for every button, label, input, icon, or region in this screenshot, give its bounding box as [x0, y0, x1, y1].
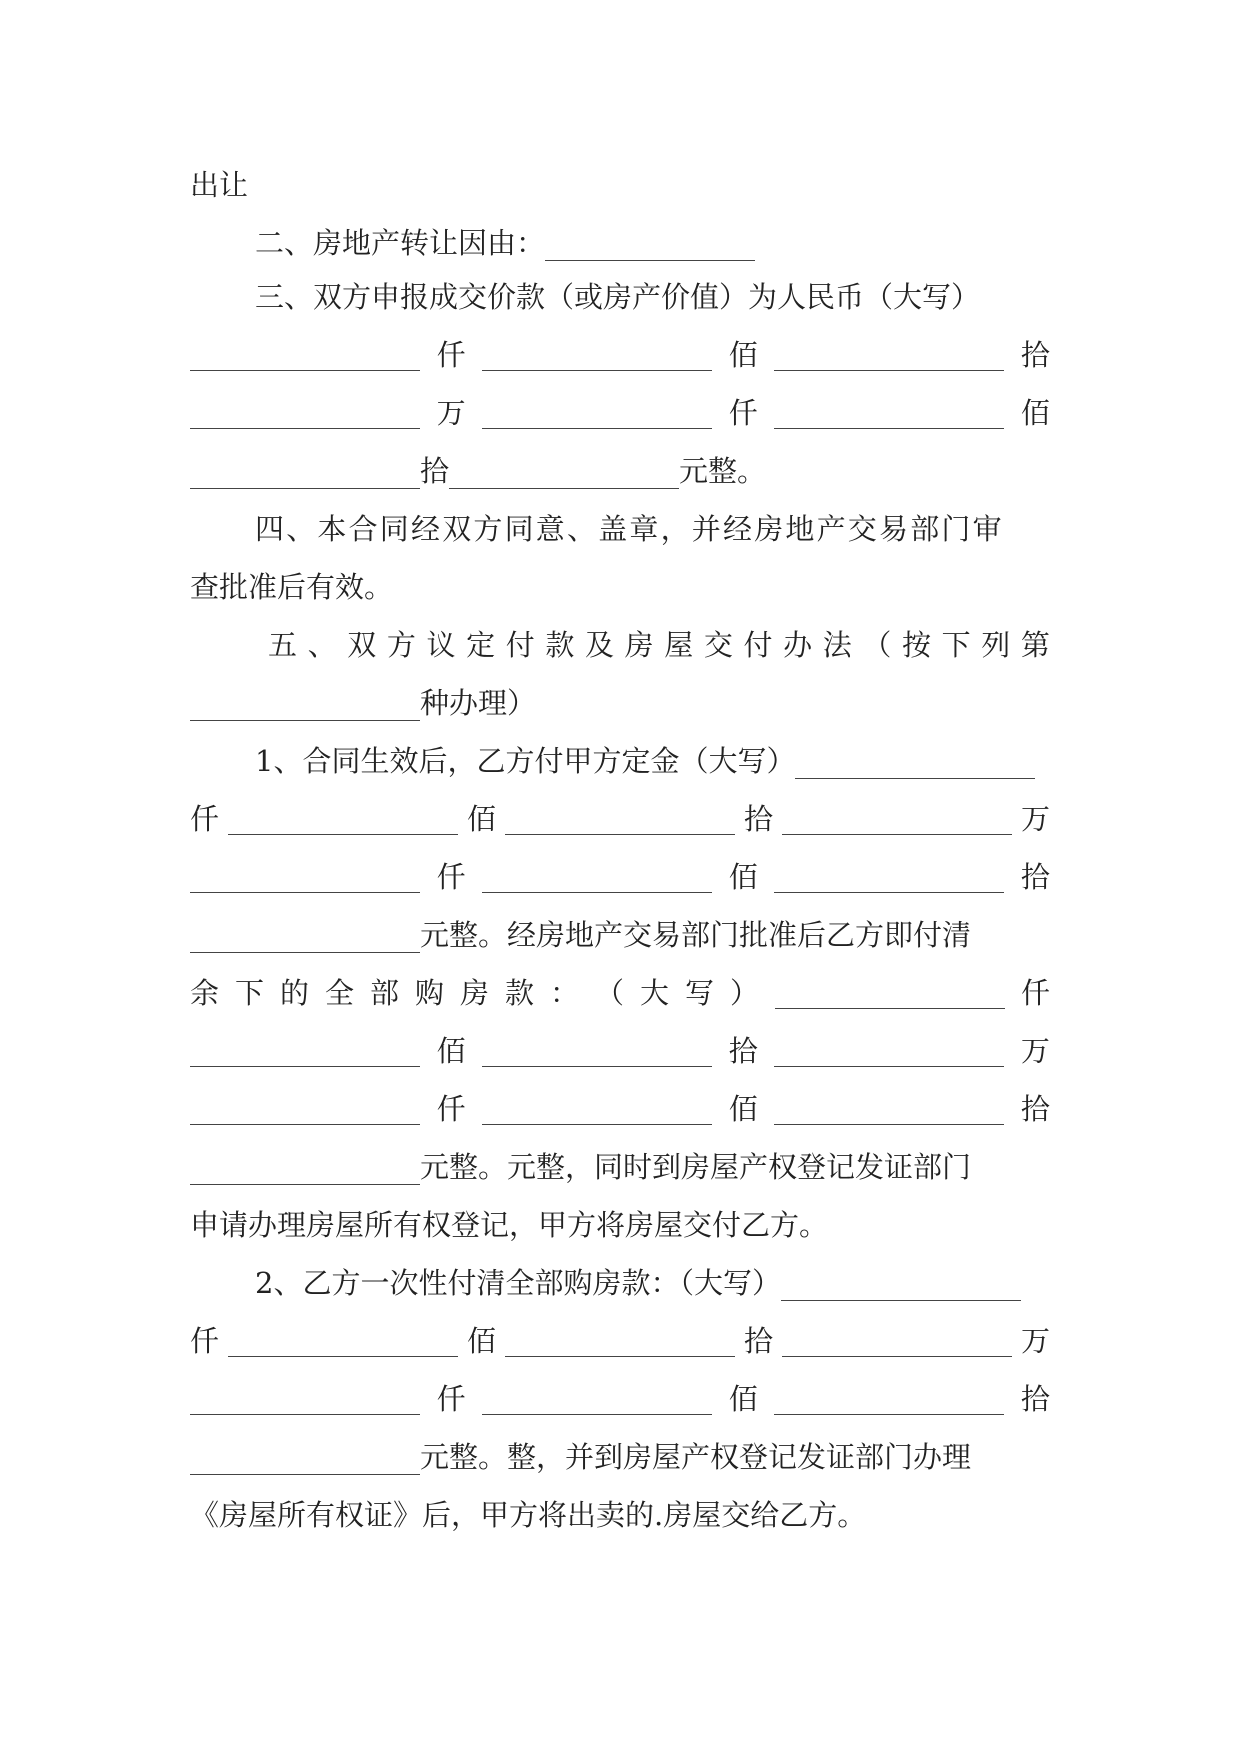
- amount-line: [190, 1312, 1050, 1370]
- blank-field[interactable]: [190, 458, 420, 489]
- char: 付: [743, 628, 773, 662]
- blank-field[interactable]: [505, 804, 735, 835]
- unit-label: 仟: [190, 1324, 220, 1358]
- blank-field[interactable]: [545, 230, 755, 261]
- amount-line: [190, 1022, 1050, 1080]
- char: 房: [460, 976, 490, 1010]
- text-segment: 二、房地产转让因由：: [255, 226, 546, 260]
- unit-label: 万: [1020, 802, 1050, 836]
- clause-3: [255, 268, 1115, 326]
- blank-field[interactable]: [505, 1326, 735, 1357]
- char: 交: [703, 628, 733, 662]
- text-segment: 2、乙方一次性付清全部购房款：（大写）: [255, 1266, 781, 1300]
- blank-field[interactable]: [190, 690, 420, 721]
- blank-field[interactable]: [190, 1444, 420, 1475]
- blank-field[interactable]: [781, 1270, 1021, 1301]
- text-line: [190, 558, 1050, 616]
- char: （: [862, 628, 892, 662]
- char: 大: [640, 976, 670, 1010]
- blank-field[interactable]: [782, 1326, 1012, 1357]
- blank-field[interactable]: [190, 398, 420, 429]
- text-line: [190, 1196, 1050, 1254]
- blank-field[interactable]: [449, 458, 679, 489]
- char: 及: [585, 628, 615, 662]
- blank-field[interactable]: [775, 978, 1005, 1009]
- blank-field[interactable]: [190, 922, 420, 953]
- unit-label: 佰: [466, 1324, 496, 1358]
- clause-4: [255, 500, 1115, 558]
- char: 的: [280, 976, 310, 1010]
- unit-label: 拾: [420, 454, 450, 488]
- char: 余: [190, 976, 220, 1010]
- blank-field[interactable]: [190, 1036, 420, 1067]
- text-segment: 元整。元整，同时到房屋产权登记发证部门: [420, 1150, 972, 1184]
- text-segment: 《房屋所有权证》后，甲方将出卖的.房屋交给乙方。: [190, 1498, 867, 1532]
- unit-label: 拾: [1020, 860, 1050, 894]
- unit-label: 仟: [1020, 976, 1050, 1010]
- char: 五: [268, 628, 298, 662]
- item-2: [255, 1254, 1115, 1312]
- char: ：: [550, 976, 580, 1010]
- char: 列: [981, 628, 1011, 662]
- char: 方: [386, 628, 416, 662]
- char: 全: [325, 976, 355, 1010]
- blank-field[interactable]: [190, 340, 420, 371]
- char: 房: [624, 628, 654, 662]
- blank-field[interactable]: [190, 1384, 420, 1415]
- amount-line: [190, 1080, 1050, 1138]
- text-segment: 四、本合同经双方同意、盖章，并经房地产交易部门审: [255, 512, 1004, 546]
- char: 购: [415, 976, 445, 1010]
- char: 、: [307, 628, 337, 662]
- unit-label: 仟: [436, 860, 466, 894]
- clause-2: [255, 214, 1115, 272]
- blank-field[interactable]: [190, 1094, 420, 1125]
- char: 法: [822, 628, 852, 662]
- unit-label: 拾: [1020, 338, 1050, 372]
- unit-label: 佰: [466, 802, 496, 836]
- blank-field[interactable]: [774, 1094, 1004, 1125]
- blank-field[interactable]: [482, 1094, 712, 1125]
- amount-line: [190, 326, 1050, 384]
- unit-label: 仟: [436, 1092, 466, 1126]
- text-segment: 元整。经房地产交易部门批准后乙方即付清: [420, 918, 972, 952]
- text-line: [190, 964, 1050, 1022]
- amount-line: [190, 384, 1050, 442]
- char: 下: [235, 976, 265, 1010]
- blank-field[interactable]: [795, 748, 1035, 779]
- text-line: [190, 674, 1050, 732]
- unit-label: 仟: [436, 338, 466, 372]
- text-line: [190, 156, 1050, 214]
- blank-field[interactable]: [774, 1384, 1004, 1415]
- amount-line: [190, 442, 1050, 500]
- item-1: [255, 732, 1115, 790]
- blank-field[interactable]: [774, 398, 1004, 429]
- blank-field[interactable]: [774, 862, 1004, 893]
- text-segment: 种办理）: [420, 686, 537, 720]
- unit-label: 万: [1020, 1034, 1050, 1068]
- unit-label: 佰: [728, 860, 758, 894]
- text-segment: 元整。整，并到房屋产权登记发证部门办理: [420, 1440, 972, 1474]
- blank-field[interactable]: [482, 1036, 712, 1067]
- unit-label: 拾: [743, 802, 773, 836]
- unit-label: 拾: [743, 1324, 773, 1358]
- blank-field[interactable]: [482, 398, 712, 429]
- blank-field[interactable]: [774, 1036, 1004, 1067]
- unit-label: 佰: [1020, 396, 1050, 430]
- unit-label: 万: [1020, 1324, 1050, 1358]
- char: 屋: [664, 628, 694, 662]
- text-segment: 1、合同生效后，乙方付甲方定金（大写）: [255, 744, 796, 778]
- char: 定: [466, 628, 496, 662]
- char: 下: [941, 628, 971, 662]
- unit-label: 万: [436, 396, 466, 430]
- text-segment: 查批准后有效。: [190, 570, 394, 604]
- char: 写: [685, 976, 715, 1010]
- blank-field[interactable]: [228, 804, 458, 835]
- char: 第: [1020, 628, 1050, 662]
- char: 款: [505, 976, 535, 1010]
- unit-label: 佰: [728, 1092, 758, 1126]
- char: 款: [545, 628, 575, 662]
- unit-label: 仟: [190, 802, 220, 836]
- unit-label: 佰: [728, 338, 758, 372]
- amount-line: [190, 790, 1050, 848]
- blank-field[interactable]: [190, 1154, 420, 1185]
- blank-field[interactable]: [482, 1384, 712, 1415]
- char: 按: [902, 628, 932, 662]
- text-segment: 申请办理房屋所有权登记，甲方将房屋交付乙方。: [190, 1208, 829, 1242]
- text-segment: 出让: [190, 168, 249, 202]
- amount-line: [190, 848, 1050, 906]
- blank-field[interactable]: [228, 1326, 458, 1357]
- blank-field[interactable]: [190, 862, 420, 893]
- char: 部: [370, 976, 400, 1010]
- unit-label: 佰: [728, 1382, 758, 1416]
- blank-field[interactable]: [774, 340, 1004, 371]
- char: 付: [505, 628, 535, 662]
- unit-label: 拾: [1020, 1092, 1050, 1126]
- text-line: [190, 1138, 1050, 1196]
- blank-field[interactable]: [482, 340, 712, 371]
- unit-label: 拾: [1020, 1382, 1050, 1416]
- unit-label: 拾: [728, 1034, 758, 1068]
- char: ）: [730, 976, 760, 1010]
- amount-line: [190, 1370, 1050, 1428]
- clause-5: [268, 616, 1050, 674]
- char: 办: [783, 628, 813, 662]
- unit-label: 仟: [728, 396, 758, 430]
- text-line: [190, 1486, 1050, 1544]
- unit-label: 佰: [436, 1034, 466, 1068]
- char: （: [595, 976, 625, 1010]
- text-line: [190, 1428, 1050, 1486]
- blank-field[interactable]: [782, 804, 1012, 835]
- char: 双: [347, 628, 377, 662]
- blank-field[interactable]: [482, 862, 712, 893]
- unit-label: 仟: [436, 1382, 466, 1416]
- text-line: [190, 906, 1050, 964]
- text-segment: 元整。: [679, 454, 767, 488]
- char: 议: [426, 628, 456, 662]
- text-segment: 三、双方申报成交价款（或房产价值）为人民币（大写）: [255, 280, 981, 314]
